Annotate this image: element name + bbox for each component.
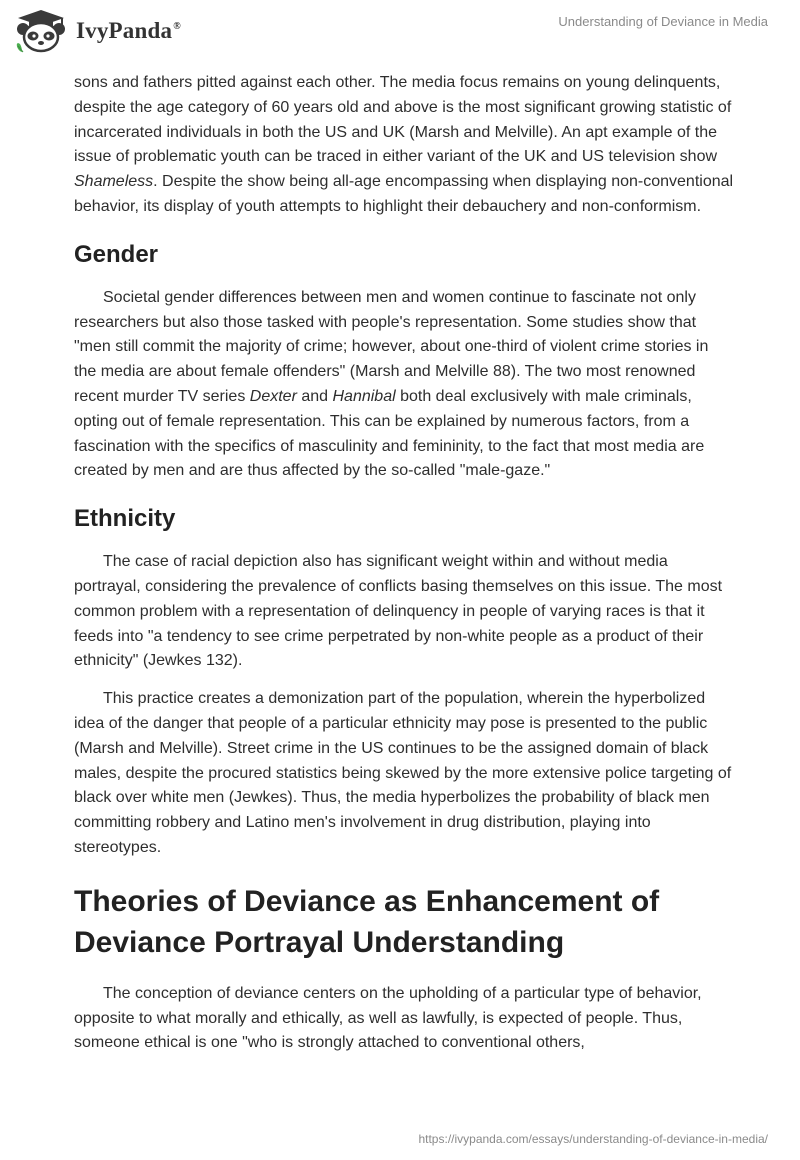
- source-url[interactable]: https://ivypanda.com/essays/understanding-of-deviance-in-media/: [418, 1132, 768, 1146]
- brand-name: IvyPanda®: [76, 18, 181, 43]
- panda-graduate-logo-icon: [14, 8, 68, 54]
- paragraph-gender: Societal gender differences between men and women continue to fascinate not only researchers but also those tasked with people's representation. Some studies show that "men still commit the majority of crime; however, about one-third of violent crime stories in the media are about female offenders" (Marsh and Melville 88). The two most renowned recent murder TV series Dexter and Hannibal both deal exclusively with male criminals, opting out of female representation. This can be explained by numerous factors, from a fascination with the specifics of masculinity and femininity, to the fact that most media are created by men and are thus affected by the so-called "male-gaze.": [74, 288, 709, 480]
- section-heading-gender: Gender: [74, 240, 159, 268]
- document-title: Understanding of Deviance in Media: [558, 14, 768, 29]
- article-body: [74, 71, 734, 1069]
- section-heading-theories: Theories of Deviance as Enhancement of Deviance Portrayal Understanding: [74, 884, 660, 959]
- paragraph-theories: The conception of deviance centers on the upholding of a particular type of behavior, opposite to what morally and ethically, as well as lawfully, is expected of people. Thus, someone ethical is one "who is strongly attached to conventional others,: [74, 984, 702, 1052]
- paragraph-ethnicity-2: This practice creates a demonization part of the population, wherein the hyperbolized idea of the danger that people of a particular ethnicity may pose is presented to the public (Marsh and Melville). Street crime in the US continues to be the assigned domain of black males, despite the procured statistics being skewed by the more extensive police targeting of black over white men (Jewkes). Thus, the media hyperbolizes the probability of black men committing robbery and Latino men's involvement in drug distribution, playing into stereotypes.: [74, 690, 732, 856]
- page-header: [0, 0, 800, 64]
- brand-logo[interactable]: [14, 8, 181, 54]
- section-heading-ethnicity: Ethnicity: [74, 505, 176, 533]
- paragraph-ethnicity-1: The case of racial depiction also has significant weight within and without media portrayal, considering the prevalence of conflicts basing themselves on this issue. The most common problem with a representation of delinquency in people of varying races is that it feeds into "a tendency to see crime perpetrated by non-white people as a product of their ethnicity" (Jewkes 132).: [74, 553, 723, 670]
- paragraph-intro: sons and fathers pitted against each other. The media focus remains on young delinquents, despite the age category of 60 years old and above is the most significant growing statistic of incarcerated individuals in both the US and UK (Marsh and Melville). An apt example of the issue of problematic youth can be traced in either variant of the UK and US television show Shameless. Despite the show being all-age encompassing when displaying non-conventional behavior, its display of youth attempts to highlight their debauchery and non-conformism.: [74, 74, 734, 215]
